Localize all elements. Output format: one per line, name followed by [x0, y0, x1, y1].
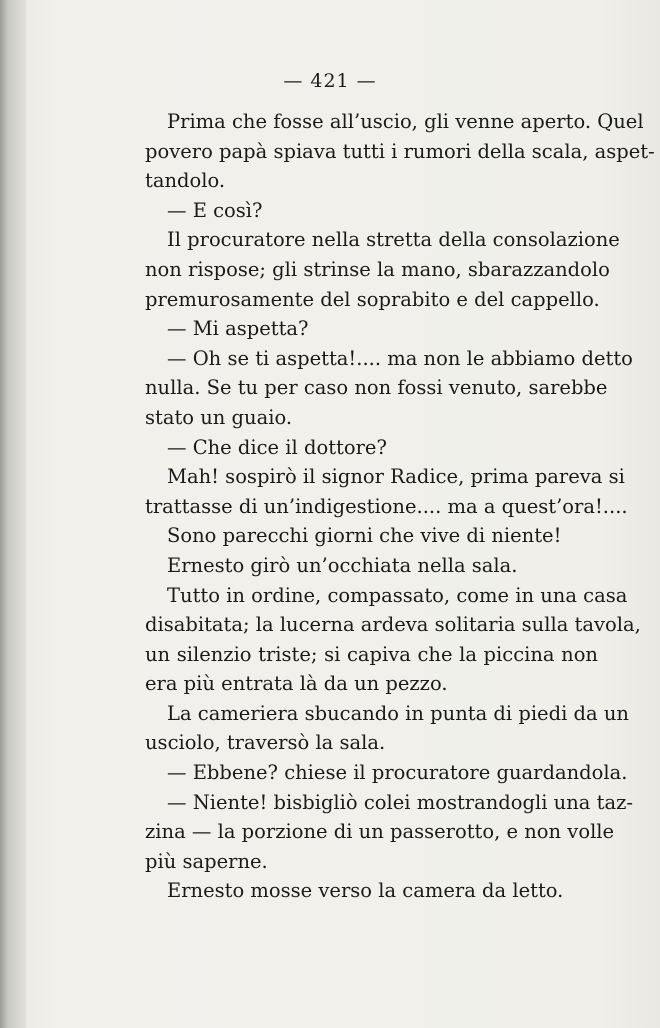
text-line: — E così? — [167, 198, 263, 222]
page-number: — 421 — — [283, 70, 377, 92]
text-line: — Niente! bisbigliò colei mostrandogli una taz- — [167, 790, 633, 814]
text-line: non rispose; gli strinse la mano, sbarazzandolo — [145, 257, 610, 281]
text-line: — Ebbene? chiese il procuratore guardandola. — [167, 761, 628, 785]
text-line: Ernesto girò un’occhiata nella sala. — [167, 553, 518, 577]
text-line: Prima che fosse all’uscio, gli venne aperto. Quel — [167, 110, 644, 133]
text-line: Tutto in ordine, compassato, come in una casa — [167, 583, 628, 607]
text-line: — Che dice il dottore? — [167, 435, 387, 459]
body-text — [145, 107, 655, 906]
text-line: — Mi aspetta? — [167, 317, 309, 341]
text-line: Sono parecchi giorni che vive di niente! — [167, 524, 562, 548]
text-line: Mah! sospirò il signor Radice, prima pareva si — [167, 465, 625, 489]
text-line: povero papà spiava tutti i rumori della scala, aspet- — [145, 139, 655, 163]
text-line: un silenzio triste; si capiva che la piccina non — [145, 642, 598, 666]
text-line: nulla. Se tu per caso non fossi venuto, sarebbe — [145, 376, 608, 400]
text-line: tandolo. — [145, 169, 226, 193]
text-line: più saperne. — [145, 849, 268, 873]
text-line: premurosamente del soprabito e del cappello. — [145, 287, 600, 311]
page-binding-shadow — [0, 0, 26, 1028]
text-line: disabitata; la lucerna ardeva solitaria sulla tavola, — [145, 613, 641, 637]
text-line: stato un guaio. — [145, 405, 293, 429]
text-line: Ernesto mosse verso la camera da letto. — [167, 879, 564, 903]
text-line: era più entrata là da un pezzo. — [145, 672, 448, 696]
text-line: usciolo, traversò la sala. — [145, 731, 386, 755]
text-line: zina — la porzione di un passerotto, e non volle — [145, 820, 615, 844]
text-line: — Oh se ti aspetta!.... ma non le abbiamo detto — [167, 346, 633, 370]
text-line: Il procuratore nella stretta della consolazione — [167, 228, 620, 252]
text-line: La cameriera sbucando in punta di piedi da un — [167, 701, 629, 725]
text-line: trattasse di un’indigestione.... ma a quest’ora!.... — [145, 494, 628, 518]
